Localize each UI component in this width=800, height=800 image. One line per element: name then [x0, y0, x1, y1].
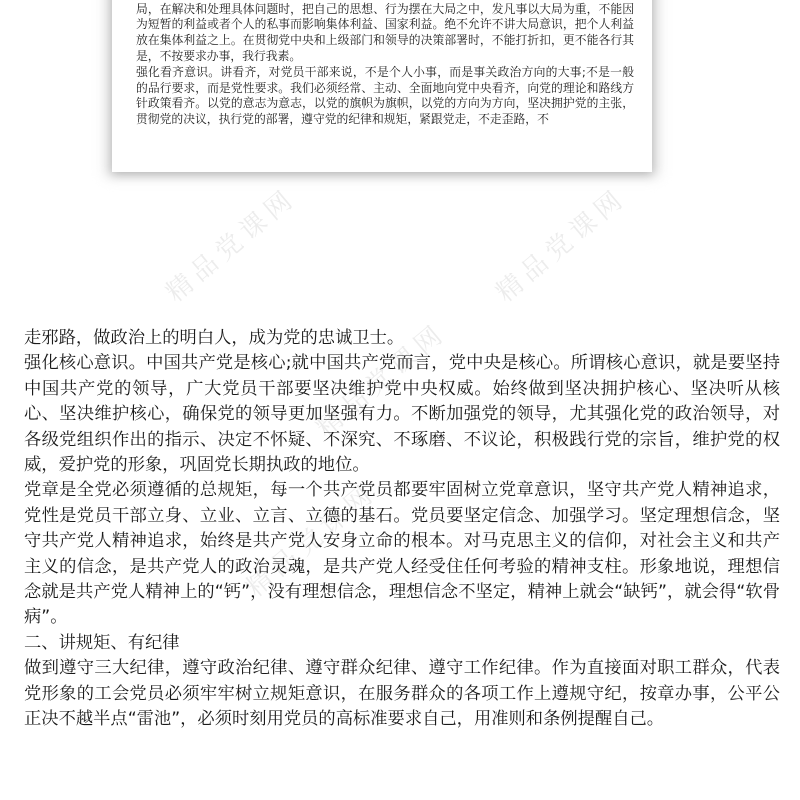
- document-body: [24, 326, 780, 733]
- watermark: 精品党课网: [490, 182, 633, 309]
- body-paragraph: 做到遵守三大纪律，遵守政治纪律、遵守群众纪律、遵守工作纪律。作为直接面对职工群众，代表党形象的工会党员必须牢牢树立规矩意识，在服务群众的各项工作上遵规守纪，按章办事，公平公正决不越半点“雷池”，必须时刻用党员的高标准要求自己，用准则和条例提醒自己。: [24, 658, 780, 730]
- preview-paragraph: 强化看齐意识。讲看齐，对党员干部来说，不是个人小事，而是事关政治方向的大事;不是一般的品行要求，而是党性要求。我们必须经常、主动、全面地向党中央看齐，向党的理论和路线方针政策看齐。以党的意志为意志，以党的旗帜为旗帜，以党的方向为方向，坚决拥护党的主张，贯彻党的决议，执行党的部署，遵守党的纪律和规矩，紧跟党走，不走歪路，不: [136, 64, 634, 127]
- body-paragraph: 党章是全党必须遵循的总规矩，每一个共产党员都要牢固树立党章意识，坚守共产党人精神追求，党性是党员干部立身、立业、立言、立德的基石。党员要坚定信念、加强学习。坚定理想信念，坚守共产党人精神追求，始终是共产党人安身立命的根本。对马克思主义的信仰，对社会主义和共产主义的信念，是共产党人的政治灵魂，是共产党人经受住任何考验的精神支柱。形象地说，理想信念就是共产党人精神上的“钙”，没有理想信念，理想信念不坚定，精神上就会“缺钙”，就会得“软骨病”。: [24, 480, 780, 628]
- watermark: 精品党课网: [240, 477, 383, 604]
- body-paragraph: 走邪路，做政治上的明白人，成为党的忠诚卫士。: [24, 328, 405, 348]
- body-paragraph: 强化核心意识。中国共产党是核心;就中国共产党而言，党中央是核心。所谓核心意识，就是要坚持中国共产党的领导，广大党员干部要坚决维护党中央权威。始终做到坚决拥护核心、坚决听从核心、坚决维护核心，确保党的领导更加坚强有力。不断加强党的领导，尤其强化党的政治领导，对各级党组织作出的指示、决定不怀疑、不深究、不琢磨、不议论，积极践行党的宗旨，维护党的权威，爱护党的形象，巩固党长期执政的地位。: [24, 353, 780, 476]
- preview-card: [112, 0, 652, 172]
- preview-paragraph: 局，在解决和处理具体问题时，把自己的思想、行为摆在大局之中，发凡事以大局为重，不能因为短暂的利益或者个人的私事而影响集体利益、国家利益。绝不允许不讲大局意识，把个人利益放在集体利益之上。在贯彻党中央和上级部门和领导的决策部署时，不能打折扣，更不能各行其是，不按要求办事，我行我素。: [136, 1, 634, 63]
- watermark: 精品党课网: [310, 317, 453, 444]
- section-heading: 二、讲规矩、有纪律: [24, 632, 180, 653]
- preview-card-text: [136, 0, 634, 128]
- watermark: 精品党课网: [160, 182, 303, 309]
